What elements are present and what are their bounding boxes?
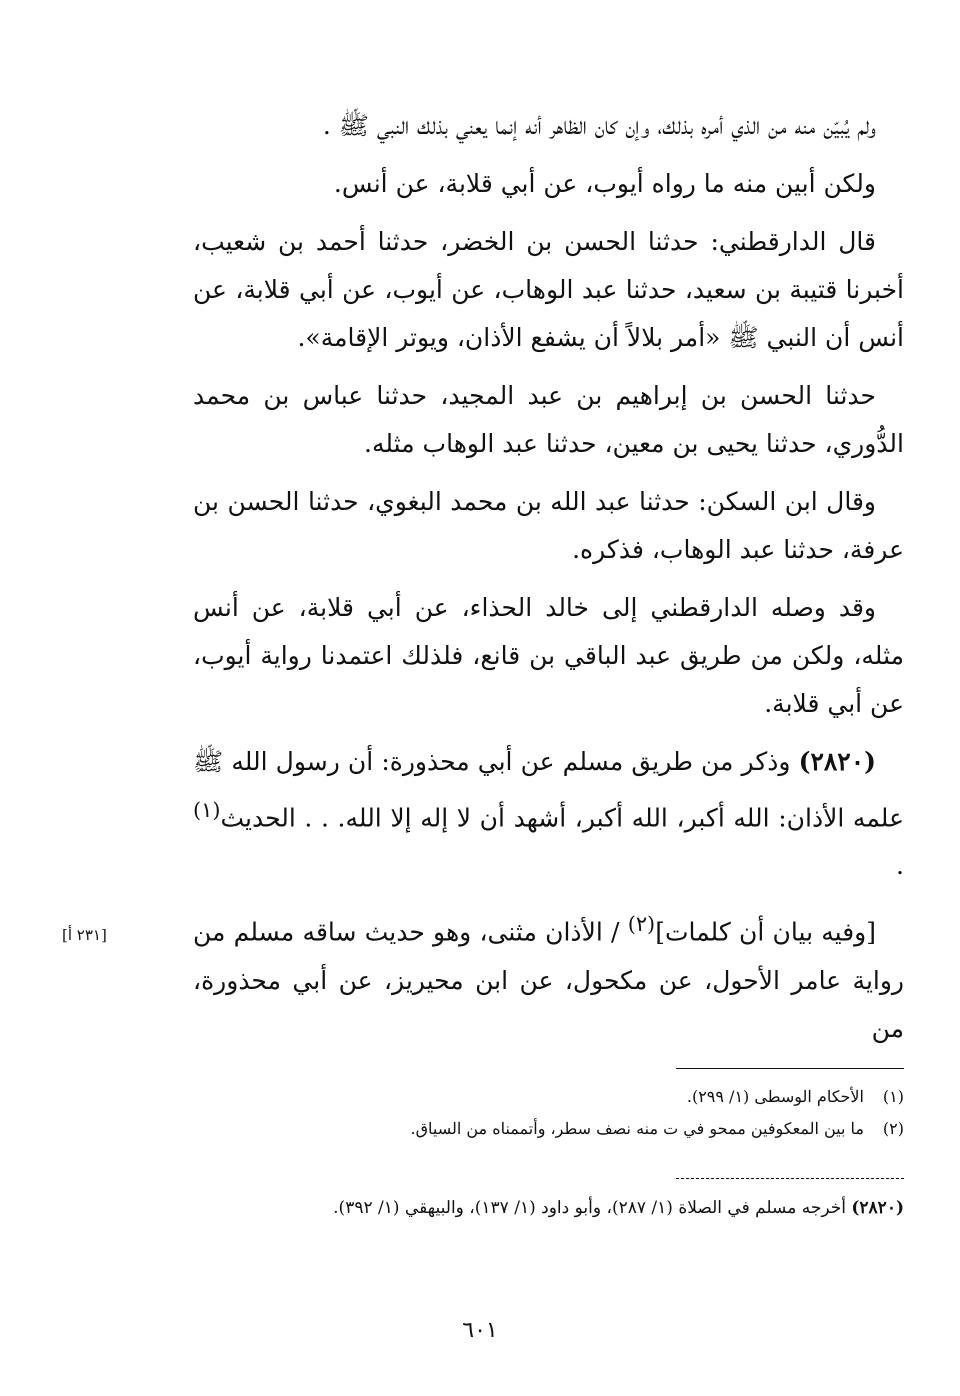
footnote-1-marker: (١) — [882, 1087, 904, 1106]
manuscript-folio-ref: [٢٣١ أ] — [62, 926, 107, 944]
footnote-marker-2: (٢) — [627, 912, 656, 937]
paragraph-1: ولم يُبيّن منه من الذي أمره بذلك، وإن كان الظاهر أنه إنما يعني بذلك النبي ﷺ . — [322, 111, 876, 140]
hadith-text-end: . — [896, 851, 904, 881]
hadith-text: وذكر من طريق مسلم عن أبي محذورة: أن رسول الله ﷺ علمه الأذان: الله أكبر، الله أكبر، أشهد أن لا إله إلا الله. . . الحديث — [193, 747, 904, 833]
footnote-2-text: ما بين المعكوفين ممحو في ت منه نصف سطر، وأتممناه من السياق. — [410, 1119, 864, 1138]
last-paragraph — [193, 900, 904, 1052]
footnote-2-marker: (٢) — [882, 1119, 904, 1138]
last-paragraph-text: / الأذان مثنى، وهو حديث ساقه مسلم من رواية عامر الأحول، عن مكحول، عن ابن محيريز، عن أبي محذورة، من — [193, 917, 904, 1043]
hadith-paragraph — [193, 738, 904, 890]
page-number: ٦٠١ — [462, 1318, 498, 1343]
last-paragraph-start: [وفيه بيان أن كلمات] — [655, 917, 877, 947]
takhrij-number: (٢٨٢٠) — [851, 1198, 904, 1218]
takhrij-divider — [676, 1178, 904, 1179]
takhrij-note — [193, 1193, 904, 1223]
footnote-1 — [193, 1082, 904, 1112]
paragraph-4: حدثنا الحسن بن إبراهيم بن عبد المجيد، حدثنا عباس بن محمد الدُّوري، حدثنا يحيى بن معين، حدثنا عبد الوهاب مثله. — [193, 381, 904, 458]
footnote-2 — [193, 1114, 904, 1144]
footnote-marker-1: (١) — [193, 798, 221, 822]
main-text — [193, 102, 904, 1063]
paragraph-5: وقال ابن السكن: حدثنا عبد الله بن محمد البغوي، حدثنا الحسن بن عرفة، حدثنا عبد الوهاب، فذكره. — [193, 487, 904, 564]
paragraph-3: قال الدارقطني: حدثنا الحسن بن الخضر، حدثنا أحمد بن شعيب، أخبرنا قتيبة بن سعيد، حدثنا عبد الوهاب، عن أيوب، عن أبي قلابة، عن أنس أن النبي ﷺ «أمر بلالاً أن يشفع الأذان، ويوتر الإقامة». — [193, 227, 904, 352]
paragraph-2: ولكن أبين منه ما رواه أيوب، عن أبي قلابة، عن أنس. — [333, 169, 876, 198]
takhrij-text: أخرجه مسلم في الصلاة (١/ ٢٨٧)، وأبو داود (١/ ١٣٧)، والبيهقي (١/ ٣٩٢). — [333, 1198, 846, 1218]
footnote-divider — [676, 1068, 904, 1069]
hadith-number: (٢٨٢٠) — [798, 747, 876, 776]
footnote-1-text: الأحكام الوسطى (١/ ٢٩٩). — [686, 1087, 864, 1106]
paragraph-6: وقد وصله الدارقطني إلى خالد الحذاء، عن أبي قلابة، عن أنس مثله، ولكن من طريق عبد الباقي بن قانع، فلذلك اعتمدنا رواية أيوب، عن أبي قلابة. — [193, 593, 904, 718]
